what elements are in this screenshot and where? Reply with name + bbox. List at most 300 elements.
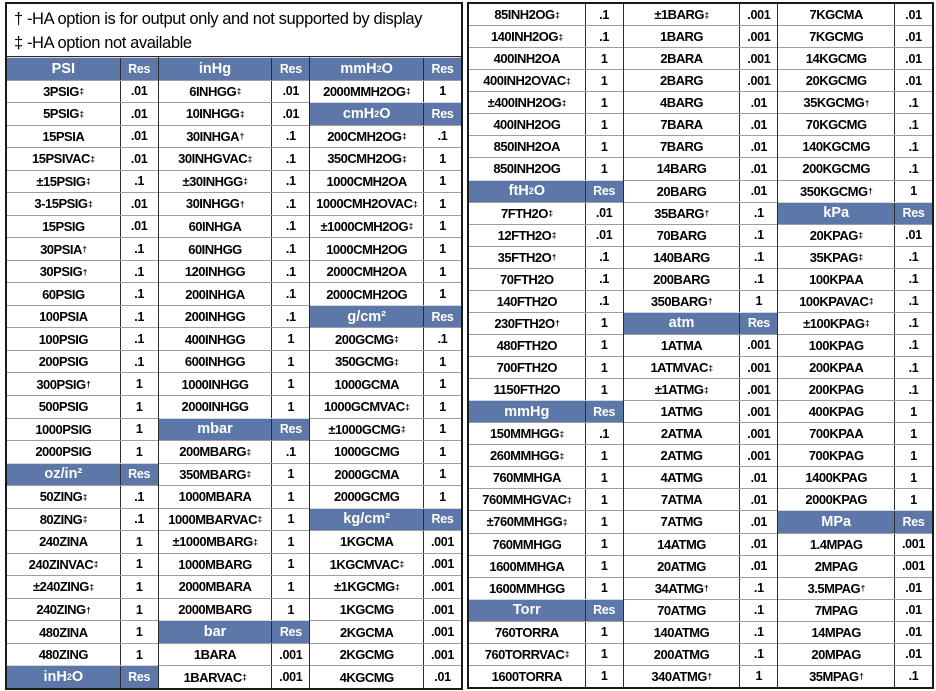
range-row <box>159 170 310 193</box>
res-value-cell: .1 <box>894 114 932 135</box>
range-row <box>310 620 461 643</box>
range-cell: 400INH2OA <box>493 51 560 67</box>
res-value-cell: 1 <box>423 148 461 170</box>
res-value-cell: .01 <box>894 70 932 91</box>
range-row <box>159 215 310 238</box>
range-row <box>310 485 461 508</box>
range-row <box>624 47 778 69</box>
res-value-cell: .01 <box>739 114 777 135</box>
range-cell: 480FTH2O <box>496 337 557 353</box>
unit-section-header-row <box>7 57 158 80</box>
res-value-cell: .1 <box>894 666 932 687</box>
range-row <box>7 395 158 418</box>
res-value-cell: .001 <box>423 644 461 666</box>
res-value-cell: .001 <box>894 556 932 577</box>
range-row <box>7 575 158 598</box>
range-cell: 1000PSIG <box>35 421 92 437</box>
res-value-cell: .01 <box>585 203 623 224</box>
res-value-cell: .01 <box>120 193 158 215</box>
range-cell: 2000GCMA <box>334 466 399 482</box>
range-row <box>7 147 158 170</box>
range-row <box>310 260 461 283</box>
range-cell: 60PSIG <box>42 286 85 302</box>
range-cell: 1000MBARVAC ‡ <box>168 511 262 527</box>
res-value-cell: .1 <box>894 158 932 179</box>
unit-section-header-row <box>778 202 932 224</box>
range-row <box>310 350 461 373</box>
range-row <box>310 643 461 666</box>
range-cell: 2000CMH2OG <box>326 286 408 302</box>
range-cell: 30INHGG † <box>185 196 245 212</box>
range-cell: 7KGCMG <box>809 29 864 45</box>
range-row <box>624 378 778 400</box>
range-cell: 200BARG <box>653 271 710 287</box>
range-cell: 2ATMG <box>660 448 703 464</box>
range-row <box>310 530 461 553</box>
range-row <box>310 665 461 688</box>
range-row <box>159 350 310 373</box>
range-cell: 20MPAG <box>811 646 861 662</box>
range-cell: 60INHGA <box>188 218 242 234</box>
res-value-cell: .001 <box>739 357 777 378</box>
range-row <box>310 170 461 193</box>
res-value-cell: .1 <box>120 328 158 350</box>
res-value-cell: .001 <box>271 644 309 666</box>
unit-header-cell: mmH 2 O <box>310 58 423 80</box>
range-cell: 7ATMG <box>660 514 703 530</box>
res-value-cell: 1 <box>585 158 623 179</box>
res-value-cell: 1 <box>894 423 932 444</box>
range-row <box>310 440 461 463</box>
range-cell: 30INHGA † <box>186 128 244 144</box>
res-value-cell: .01 <box>894 644 932 665</box>
range-row <box>778 621 932 643</box>
res-value-cell: 1 <box>585 644 623 665</box>
res-value-cell: 1 <box>423 486 461 508</box>
res-value-cell: 1 <box>120 373 158 395</box>
res-header-cell: Res <box>739 313 777 334</box>
range-row <box>624 555 778 577</box>
range-cell: 100KPAVAC ‡ <box>799 293 874 309</box>
range-cell: 1000CMH2OG <box>326 241 408 257</box>
res-value-cell: .1 <box>739 225 777 246</box>
res-value-cell: .01 <box>120 148 158 170</box>
res-value-cell: 1 <box>423 441 461 463</box>
res-value-cell: 1 <box>423 464 461 486</box>
range-cell: 140BARG <box>653 249 710 265</box>
range-cell: 2000CMH2OA <box>326 264 407 280</box>
range-cell: 140INH2OG ‡ <box>490 29 563 45</box>
res-value-cell: .01 <box>739 467 777 488</box>
range-row <box>778 400 932 422</box>
range-cell: 140FTH2O <box>496 293 557 309</box>
range-row <box>624 599 778 621</box>
unit-column <box>158 57 310 688</box>
res-value-cell: .001 <box>739 401 777 422</box>
range-row <box>778 157 932 179</box>
unit-header-cell: mbar <box>159 419 272 441</box>
range-row <box>778 334 932 356</box>
res-value-cell: 1 <box>423 396 461 418</box>
res-value-cell: .001 <box>739 4 777 25</box>
res-value-cell: 1 <box>120 621 158 643</box>
range-cell: ±1BARG ‡ <box>654 7 709 23</box>
res-value-cell: 1 <box>271 464 309 486</box>
range-row <box>624 334 778 356</box>
range-row <box>469 621 623 643</box>
range-cell: 340ATMG † <box>651 668 712 684</box>
range-cell: 20KPAG ‡ <box>809 227 863 243</box>
range-cell: 4ATMG <box>660 470 703 486</box>
range-cell: 1.4MPAG <box>809 536 863 552</box>
range-row <box>159 80 310 103</box>
range-cell: 200KGCMG <box>802 161 870 177</box>
res-header-cell: Res <box>894 203 932 224</box>
range-cell: 1KGCMVAC ‡ <box>329 556 404 572</box>
res-value-cell: .1 <box>271 238 309 260</box>
range-cell: 1000GCMG <box>333 444 400 460</box>
res-value-cell: .1 <box>271 193 309 215</box>
range-row <box>310 395 461 418</box>
res-value-cell: 1 <box>271 576 309 598</box>
res-value-cell: 1 <box>585 489 623 510</box>
range-row <box>469 444 623 466</box>
res-value-cell: .01 <box>739 511 777 532</box>
range-cell: 200GCMG ‡ <box>334 331 399 347</box>
range-row <box>7 192 158 215</box>
range-cell: 100KPAG <box>808 337 864 353</box>
range-cell: 30PSIA † <box>40 241 87 257</box>
res-value-cell: 1 <box>894 467 932 488</box>
res-value-cell: .1 <box>271 171 309 193</box>
range-cell: 760MMHGG <box>492 536 562 552</box>
range-cell: 2000MBARG <box>178 602 252 618</box>
unit-header-cell: mmHg <box>469 401 585 422</box>
range-row <box>310 147 461 170</box>
range-row <box>310 553 461 576</box>
range-row <box>7 102 158 125</box>
res-value-cell: .1 <box>894 357 932 378</box>
range-row <box>469 246 623 268</box>
range-cell: 240ZINA <box>39 534 88 550</box>
res-value-cell: .001 <box>739 379 777 400</box>
res-value-cell: 1 <box>120 441 158 463</box>
range-row <box>778 533 932 555</box>
range-cell: 10INHGG ‡ <box>185 106 245 122</box>
range-row <box>7 260 158 283</box>
unit-column <box>469 4 623 687</box>
range-cell: 1000MBARG <box>178 556 252 572</box>
unit-column <box>777 4 932 687</box>
res-value-cell: .01 <box>739 158 777 179</box>
res-value-cell: 1 <box>585 379 623 400</box>
res-value-cell: .01 <box>739 136 777 157</box>
range-cell: 120INHGG <box>184 264 246 280</box>
unit-header-cell: atm <box>624 313 740 334</box>
range-cell: 1150FTH2O <box>493 382 560 398</box>
range-cell: 200ATMG <box>653 646 710 662</box>
range-row <box>624 422 778 444</box>
range-row <box>469 466 623 488</box>
range-row <box>469 577 623 599</box>
range-cell: ±1KGCMG ‡ <box>333 579 400 595</box>
unit-header-cell: PSI <box>7 58 120 80</box>
range-row <box>778 422 932 444</box>
range-cell: 1400KPAG <box>805 470 867 486</box>
range-row <box>159 508 310 531</box>
unit-header-cell: kPa <box>778 203 894 224</box>
res-value-cell: .1 <box>739 203 777 224</box>
range-row <box>7 282 158 305</box>
res-value-cell: .1 <box>894 313 932 334</box>
range-row <box>469 113 623 135</box>
res-value-cell: .1 <box>585 4 623 25</box>
range-row <box>778 47 932 69</box>
res-value-cell: .01 <box>894 4 932 25</box>
range-row <box>7 170 158 193</box>
range-row <box>469 356 623 378</box>
range-row <box>778 91 932 113</box>
range-row <box>624 466 778 488</box>
range-cell: 760TORRA <box>494 624 559 640</box>
range-cell: ±1000MBARG ‡ <box>172 534 258 550</box>
range-cell: 700KPAA <box>809 426 864 442</box>
range-cell: 350CMH2OG ‡ <box>327 151 407 167</box>
range-cell: 2000INHGG <box>181 399 249 415</box>
range-cell: 760TORRVAC ‡ <box>484 646 569 662</box>
res-value-cell: 1 <box>423 373 461 395</box>
range-cell: 850INH2OA <box>493 139 560 155</box>
res-value-cell: 1 <box>271 373 309 395</box>
res-value-cell: .001 <box>739 26 777 47</box>
range-cell: ±1000CMH2OG ‡ <box>320 218 413 234</box>
range-cell: 2KGCMA <box>340 624 394 640</box>
range-row <box>310 598 461 621</box>
range-row <box>159 643 310 666</box>
range-cell: 100PSIA <box>39 309 88 325</box>
range-row <box>310 575 461 598</box>
range-cell: 700KPAG <box>808 448 864 464</box>
range-row <box>159 440 310 463</box>
range-cell: 230FTH2O † <box>494 315 560 331</box>
range-cell: 30INHGVAC ‡ <box>178 151 252 167</box>
range-cell: 14ATMG <box>657 536 706 552</box>
unit-header-cell: kg/cm² <box>310 509 423 531</box>
range-row <box>159 598 310 621</box>
range-cell: 350KGCMG † <box>800 183 873 199</box>
range-row <box>310 192 461 215</box>
range-cell: 15PSIA <box>42 128 85 144</box>
range-row <box>624 202 778 224</box>
res-value-cell: 1 <box>423 351 461 373</box>
range-cell: 1600MMHGA <box>489 558 565 574</box>
range-cell: 30PSIG † <box>39 264 87 280</box>
range-row <box>778 4 932 25</box>
footnotes-block <box>7 4 461 56</box>
range-row <box>159 102 310 125</box>
res-header-cell: Res <box>423 58 461 80</box>
res-value-cell: .001 <box>739 70 777 91</box>
range-cell: 500PSIG <box>38 399 88 415</box>
range-cell: 7KGCMA <box>809 7 863 23</box>
range-row <box>778 488 932 510</box>
res-value-cell: .1 <box>120 486 158 508</box>
range-row <box>624 665 778 687</box>
range-cell: 1KGCMA <box>340 534 394 550</box>
res-value-cell: .01 <box>271 103 309 125</box>
range-row <box>310 463 461 486</box>
res-value-cell: .1 <box>120 306 158 328</box>
range-row <box>778 643 932 665</box>
res-header-cell: Res <box>423 306 461 328</box>
pressure-table-right <box>467 2 934 689</box>
res-value-cell: 1 <box>585 445 623 466</box>
range-cell: 1BARA <box>193 647 237 663</box>
range-cell: 760MMHGA <box>492 470 561 486</box>
res-value-cell: .1 <box>585 247 623 268</box>
res-value-cell: .1 <box>585 26 623 47</box>
res-value-cell: .1 <box>739 269 777 290</box>
res-value-cell: 1 <box>423 216 461 238</box>
range-row <box>469 268 623 290</box>
range-cell: ±400INH2OG ‡ <box>487 95 567 111</box>
res-value-cell: 1 <box>423 261 461 283</box>
res-value-cell: .1 <box>739 578 777 599</box>
range-cell: 350BARG † <box>650 293 713 309</box>
res-value-cell: .01 <box>894 600 932 621</box>
range-cell: 1000GCMA <box>334 376 399 392</box>
range-row <box>624 444 778 466</box>
unit-header-cell: ftH 2 O <box>469 181 585 202</box>
unit-section-header-row <box>469 599 623 621</box>
range-row <box>310 372 461 395</box>
range-cell: 2000GCMG <box>333 489 400 505</box>
range-row <box>469 157 623 179</box>
range-cell: 80ZING ‡ <box>39 511 87 527</box>
range-cell: 2000MBARA <box>178 579 252 595</box>
range-row <box>778 268 932 290</box>
res-value-cell: .1 <box>120 283 158 305</box>
range-cell: ±15PSIG ‡ <box>36 173 91 189</box>
res-value-cell: .1 <box>739 622 777 643</box>
range-row <box>778 180 932 202</box>
range-row <box>778 378 932 400</box>
range-cell: 150MMHGG ‡ <box>489 426 564 442</box>
range-row <box>469 555 623 577</box>
range-row <box>159 530 310 553</box>
res-value-cell: .1 <box>585 269 623 290</box>
range-row <box>778 555 932 577</box>
range-row <box>7 485 158 508</box>
range-cell: 200INHGG <box>184 309 246 325</box>
range-row <box>624 577 778 599</box>
range-row <box>778 224 932 246</box>
range-row <box>159 125 310 148</box>
range-cell: 300PSIG † <box>36 376 91 392</box>
range-row <box>778 135 932 157</box>
res-value-cell: .01 <box>585 225 623 246</box>
res-value-cell: .01 <box>894 622 932 643</box>
res-value-cell: .01 <box>894 48 932 69</box>
range-row <box>469 224 623 246</box>
range-row <box>778 312 932 334</box>
range-row <box>624 69 778 91</box>
res-value-cell: 1 <box>585 70 623 91</box>
range-row <box>469 135 623 157</box>
range-row <box>624 510 778 532</box>
res-value-cell: .001 <box>423 554 461 576</box>
range-cell: 1ATMA <box>660 337 703 353</box>
res-value-cell: 1 <box>423 81 461 103</box>
range-row <box>778 599 932 621</box>
range-row <box>624 157 778 179</box>
unit-section-header-row <box>310 57 461 80</box>
res-header-cell: Res <box>271 621 309 643</box>
res-value-cell: 1 <box>271 328 309 350</box>
range-cell: 14KGCMG <box>805 51 867 67</box>
range-row <box>7 305 158 328</box>
res-value-cell: 1 <box>894 489 932 510</box>
range-cell: 140ATMG <box>653 624 710 640</box>
res-value-cell: .001 <box>423 531 461 553</box>
range-cell: 260MMHGG ‡ <box>489 448 564 464</box>
unit-header-cell: oz/in² <box>7 464 120 486</box>
res-value-cell: 1 <box>271 554 309 576</box>
res-value-cell: .1 <box>894 92 932 113</box>
range-cell: 15PSIG <box>42 218 85 234</box>
range-cell: 7BARG <box>660 139 704 155</box>
range-row <box>624 25 778 47</box>
res-value-cell: .1 <box>271 126 309 148</box>
range-row <box>159 665 310 688</box>
res-value-cell: 1 <box>585 578 623 599</box>
unit-column <box>7 57 158 688</box>
range-row <box>624 135 778 157</box>
unit-header-cell: Torr <box>469 600 585 621</box>
range-cell: 100KPAA <box>809 271 864 287</box>
range-row <box>7 372 158 395</box>
range-cell: 200KPAA <box>809 360 864 376</box>
range-cell: 60INHGG <box>188 241 242 257</box>
range-row <box>469 510 623 532</box>
range-cell: 350GCMG ‡ <box>334 354 399 370</box>
range-cell: 7BARA <box>660 117 703 133</box>
res-value-cell: .1 <box>271 306 309 328</box>
range-cell: 1KGCMG <box>339 602 394 618</box>
res-value-cell: 1 <box>739 666 777 687</box>
range-row <box>778 466 932 488</box>
range-row <box>159 147 310 170</box>
res-value-cell: .1 <box>271 441 309 463</box>
res-header-cell: Res <box>271 419 309 441</box>
range-cell: 7MPAG <box>814 602 858 618</box>
range-cell: 70KGCMG <box>805 117 867 133</box>
range-row <box>469 69 623 91</box>
range-cell: 400INH2OG <box>493 117 561 133</box>
right-table-grid <box>469 4 932 687</box>
range-row <box>624 224 778 246</box>
range-row <box>469 47 623 69</box>
res-header-cell: Res <box>120 464 158 486</box>
res-header-cell: Res <box>423 103 461 125</box>
res-value-cell: .001 <box>423 599 461 621</box>
range-row <box>624 4 778 25</box>
res-value-cell: .01 <box>423 666 461 688</box>
res-value-cell: .1 <box>423 328 461 350</box>
res-value-cell: .1 <box>894 269 932 290</box>
res-value-cell: .1 <box>120 261 158 283</box>
range-cell: 15PSIVAC ‡ <box>32 151 95 167</box>
